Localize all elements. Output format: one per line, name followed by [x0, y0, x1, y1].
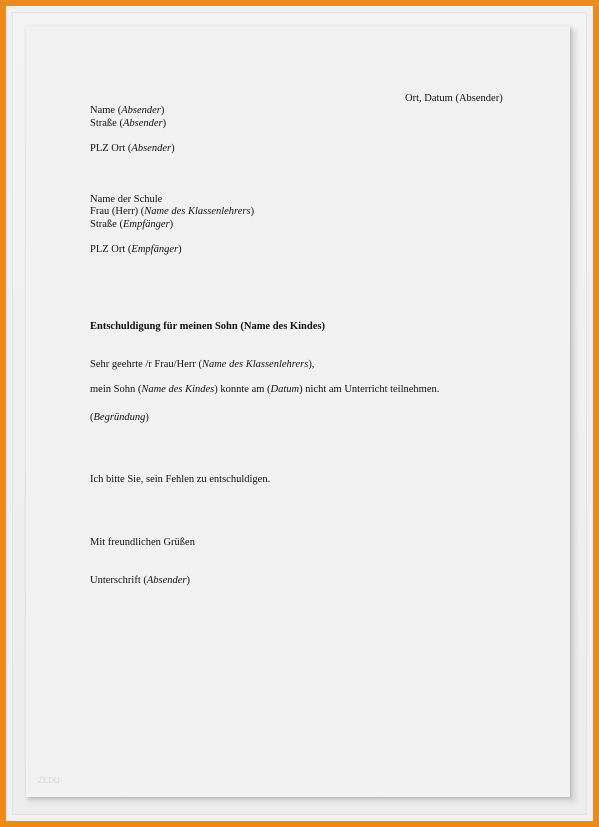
sender-plz-prefix: PLZ Ort ( [90, 143, 132, 154]
date-line [405, 93, 503, 105]
sender-name-suffix: ) [160, 105, 165, 116]
date-line-prefix: Ort, Datum ( [405, 93, 459, 104]
signature-suffix: ) [186, 575, 191, 586]
body-part-2: ) konnte am ( [214, 384, 271, 395]
reason-suffix: ) [145, 412, 149, 423]
request-line: Ich bitte Sie, sein Fehlen zu entschuldigen. [90, 474, 271, 485]
signature-italic: Absender [146, 575, 187, 586]
sender-name [90, 105, 164, 117]
closing-line: Mit freundlichen Grüßen [90, 537, 195, 548]
sender-name-prefix: Name ( [90, 105, 122, 116]
signature-line [90, 575, 190, 587]
date-line-italic: Absender [458, 93, 500, 104]
sender-plz [90, 143, 175, 155]
reason-prefix: ( [90, 412, 94, 423]
recipient-plz [90, 244, 182, 256]
recipient-street [90, 219, 173, 231]
sender-plz-italic: Absender [131, 143, 172, 154]
sender-name-italic: Absender [121, 105, 161, 116]
body-italic-2: Datum [270, 384, 300, 395]
recipient-street-prefix: Straße ( [90, 219, 123, 230]
body-line [90, 384, 439, 396]
watermark: ZEDU [38, 776, 60, 785]
sender-street-italic: Absender [122, 118, 163, 129]
recipient-school: Name der Schule [90, 194, 163, 205]
salutation-italic: Name des Klassenlehrers [201, 359, 309, 370]
body-part-3: ) nicht am Unterricht teilnehmen. [299, 384, 440, 395]
recipient-teacher-italic: Name des Klassenlehrers [144, 206, 251, 217]
recipient-street-italic: Empfänger [122, 219, 170, 230]
salutation [90, 359, 314, 371]
recipient-teacher-prefix: Frau (Herr) ( [90, 206, 145, 217]
salutation-suffix: ), [308, 359, 315, 370]
reason-line [90, 412, 149, 424]
signature-prefix: Unterschrift ( [90, 575, 147, 586]
sender-street-prefix: Straße ( [90, 118, 123, 129]
letter-page [26, 26, 570, 797]
subject-line: Entschuldigung für meinen Sohn (Name des Kindes) [90, 321, 325, 332]
sender-street [90, 118, 166, 130]
salutation-prefix: Sehr geehrte /r Frau/Herr ( [90, 359, 202, 370]
recipient-plz-prefix: PLZ Ort ( [90, 244, 132, 255]
recipient-teacher [90, 206, 254, 218]
reason-italic: Begründung [93, 412, 146, 423]
recipient-street-suffix: ) [169, 219, 174, 230]
sender-plz-suffix: ) [171, 143, 175, 154]
recipient-plz-suffix: ) [178, 244, 182, 255]
body-part-1: mein Sohn ( [90, 384, 142, 395]
recipient-teacher-suffix: ) [250, 206, 255, 217]
body-italic-1: Name des Kindes [141, 384, 215, 395]
date-line-suffix: ) [499, 93, 503, 104]
recipient-plz-italic: Empfänger [131, 244, 179, 255]
sender-street-suffix: ) [162, 118, 167, 129]
